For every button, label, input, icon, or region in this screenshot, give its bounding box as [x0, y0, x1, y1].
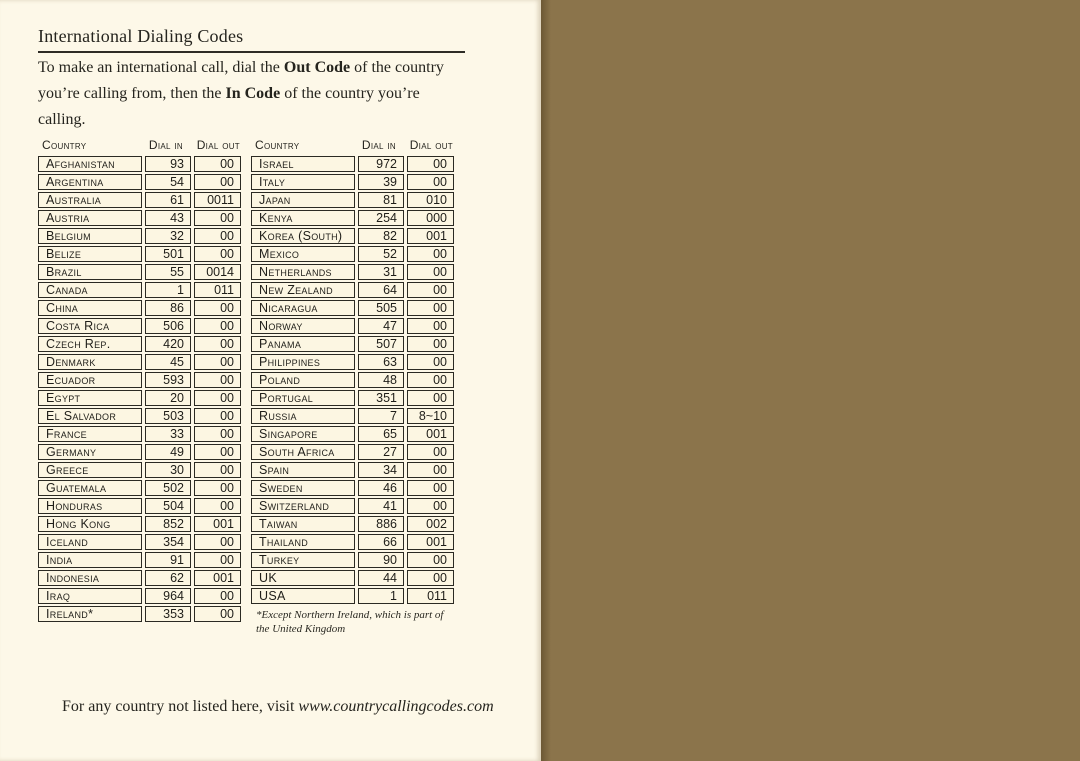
country-cell: Kenya	[251, 210, 355, 226]
table-row	[251, 228, 454, 244]
dial-in-cell: 31	[358, 264, 404, 280]
dial-in-cell: 1	[358, 588, 404, 604]
dial-out-cell: 00	[407, 372, 454, 388]
ireland-footnote: *Except Northern Ireland, which is part of the United Kingdom	[256, 609, 444, 635]
country-cell: Taiwan	[251, 516, 355, 532]
country-cell: Norway	[251, 318, 355, 334]
dial-out-cell: 00	[407, 336, 454, 352]
dial-in-cell: 33	[145, 426, 191, 442]
dial-out-cell: 00	[194, 354, 241, 370]
dial-out-cell: 001	[407, 534, 454, 550]
table-row	[251, 498, 454, 514]
book-cover-panel	[541, 0, 1080, 761]
dial-out-cell: 00	[194, 498, 241, 514]
table-row	[251, 516, 454, 532]
table-row	[251, 552, 454, 568]
dial-in-cell: 1	[145, 282, 191, 298]
country-cell: Hong Kong	[38, 516, 142, 532]
dial-in-cell: 44	[358, 570, 404, 586]
dial-in-cell: 43	[145, 210, 191, 226]
country-cell: New Zealand	[251, 282, 355, 298]
table-row	[38, 192, 241, 208]
table-row	[38, 174, 241, 190]
table-row	[251, 300, 454, 316]
dial-out-cell: 00	[194, 534, 241, 550]
country-cell: Argentina	[38, 174, 142, 190]
table-row	[38, 210, 241, 226]
country-cell: Australia	[38, 192, 142, 208]
dial-in-cell: 501	[145, 246, 191, 262]
table-row	[251, 318, 454, 334]
column-header-dial-in: Dial in	[361, 138, 396, 152]
table-header-left	[38, 138, 241, 154]
table-row	[251, 480, 454, 496]
dial-out-cell: 00	[194, 606, 241, 622]
dial-out-cell: 8~10	[407, 408, 454, 424]
table-row	[251, 174, 454, 190]
dial-in-cell: 7	[358, 408, 404, 424]
dial-in-cell: 503	[145, 408, 191, 424]
country-cell: Brazil	[38, 264, 142, 280]
table-row	[38, 228, 241, 244]
dialing-codes-tables	[38, 136, 457, 637]
table-row	[251, 156, 454, 172]
dial-out-cell: 001	[407, 228, 454, 244]
table-row	[38, 462, 241, 478]
dial-out-cell: 00	[194, 228, 241, 244]
dial-in-cell: 506	[145, 318, 191, 334]
country-cell: France	[38, 426, 142, 442]
table-row	[38, 606, 241, 622]
country-cell: Ecuador	[38, 372, 142, 388]
table-row	[251, 390, 454, 406]
table-row	[251, 588, 454, 604]
dial-out-cell: 00	[194, 336, 241, 352]
dial-in-cell: 47	[358, 318, 404, 334]
dial-in-cell: 81	[358, 192, 404, 208]
dial-out-cell: 00	[407, 264, 454, 280]
country-cell: USA	[251, 588, 355, 604]
dial-in-cell: 52	[358, 246, 404, 262]
dial-in-cell: 964	[145, 588, 191, 604]
dial-in-cell: 46	[358, 480, 404, 496]
dial-out-cell: 00	[407, 570, 454, 586]
dial-out-cell: 00	[194, 210, 241, 226]
table-row	[38, 318, 241, 334]
country-cell: Panama	[251, 336, 355, 352]
dial-in-cell: 852	[145, 516, 191, 532]
dial-out-cell: 00	[194, 156, 241, 172]
country-cell: Ireland*	[38, 606, 142, 622]
table-row	[38, 588, 241, 604]
dial-in-cell: 54	[145, 174, 191, 190]
country-cell: Singapore	[251, 426, 355, 442]
dial-in-cell: 63	[358, 354, 404, 370]
column-header-dial-in: Dial in	[148, 138, 183, 152]
table-row	[38, 156, 241, 172]
dial-in-cell: 593	[145, 372, 191, 388]
table-row	[38, 408, 241, 424]
country-cell: Greece	[38, 462, 142, 478]
table-row	[251, 426, 454, 442]
table-row	[251, 336, 454, 352]
dial-out-cell: 00	[407, 156, 454, 172]
country-cell: Philippines	[251, 354, 355, 370]
table-row	[251, 192, 454, 208]
dial-out-cell: 000	[407, 210, 454, 226]
column-header-dial-out: Dial out	[409, 138, 453, 152]
table-row	[38, 264, 241, 280]
table-row	[251, 354, 454, 370]
table-row	[38, 480, 241, 496]
country-cell: China	[38, 300, 142, 316]
table-row	[251, 534, 454, 550]
intro-bold-out-code: Out Code	[283, 59, 351, 76]
country-cell: UK	[251, 570, 355, 586]
dial-in-cell: 972	[358, 156, 404, 172]
country-cell: Israel	[251, 156, 355, 172]
dial-out-cell: 00	[407, 174, 454, 190]
country-cell: Spain	[251, 462, 355, 478]
table-row	[251, 264, 454, 280]
table-header-right	[251, 138, 454, 154]
table-row	[38, 282, 241, 298]
dial-out-cell: 0014	[194, 264, 241, 280]
country-cell: El Salvador	[38, 408, 142, 424]
dial-in-cell: 32	[145, 228, 191, 244]
dial-out-cell: 00	[407, 354, 454, 370]
dial-in-cell: 420	[145, 336, 191, 352]
dial-in-cell: 82	[358, 228, 404, 244]
country-cell: Honduras	[38, 498, 142, 514]
dial-in-cell: 351	[358, 390, 404, 406]
dial-in-cell: 66	[358, 534, 404, 550]
country-cell: Russia	[251, 408, 355, 424]
dial-out-cell: 00	[407, 390, 454, 406]
table-row	[251, 210, 454, 226]
dial-out-cell: 00	[194, 426, 241, 442]
intro-text-pre: To make an international call, dial the	[38, 59, 284, 76]
right-table-column	[251, 136, 457, 637]
country-cell: Turkey	[251, 552, 355, 568]
dial-in-cell: 48	[358, 372, 404, 388]
dial-out-cell: 00	[407, 480, 454, 496]
country-cell: Korea (South)	[251, 228, 355, 244]
table-row	[38, 552, 241, 568]
country-cell: Canada	[38, 282, 142, 298]
dial-out-cell: 00	[194, 300, 241, 316]
dial-out-cell: 0011	[194, 192, 241, 208]
dial-out-cell: 010	[407, 192, 454, 208]
country-cell: Thailand	[251, 534, 355, 550]
footer-url: www.countrycallingcodes.com	[298, 698, 494, 715]
table-row	[251, 408, 454, 424]
dial-out-cell: 00	[194, 462, 241, 478]
dial-out-cell: 00	[194, 390, 241, 406]
country-cell: Italy	[251, 174, 355, 190]
intro-text-post: of the country you’re calling.	[38, 84, 420, 128]
table-row	[251, 372, 454, 388]
table-row	[38, 534, 241, 550]
footer-text: For any country not listed here, visit	[62, 698, 299, 715]
dial-in-cell: 30	[145, 462, 191, 478]
table-row	[38, 354, 241, 370]
dial-out-cell: 00	[194, 318, 241, 334]
dial-out-cell: 00	[407, 552, 454, 568]
dial-out-cell: 001	[407, 426, 454, 442]
dial-in-cell: 886	[358, 516, 404, 532]
dial-in-cell: 254	[358, 210, 404, 226]
dial-out-cell: 001	[194, 570, 241, 586]
country-cell: Iceland	[38, 534, 142, 550]
page-title: International Dialing Codes	[38, 26, 465, 53]
dial-in-cell: 45	[145, 354, 191, 370]
dial-in-cell: 93	[145, 156, 191, 172]
dial-in-cell: 90	[358, 552, 404, 568]
intro-text-mid: of the country you’re calling from, then the	[38, 59, 444, 102]
dial-in-cell: 507	[358, 336, 404, 352]
intro-paragraph	[38, 55, 466, 133]
country-cell: Egypt	[38, 390, 142, 406]
dial-out-cell: 002	[407, 516, 454, 532]
table-row	[38, 570, 241, 586]
dial-in-cell: 64	[358, 282, 404, 298]
country-cell: Nicaragua	[251, 300, 355, 316]
dial-in-cell: 20	[145, 390, 191, 406]
country-cell: Denmark	[38, 354, 142, 370]
country-cell: Czech Rep.	[38, 336, 142, 352]
country-cell: Guatemala	[38, 480, 142, 496]
country-cell: Belize	[38, 246, 142, 262]
column-header-dial-out: Dial out	[196, 138, 240, 152]
dial-out-cell: 00	[194, 480, 241, 496]
country-cell: Indonesia	[38, 570, 142, 586]
dial-in-cell: 49	[145, 444, 191, 460]
dial-out-cell: 00	[194, 174, 241, 190]
table-row	[38, 336, 241, 352]
table-row	[251, 570, 454, 586]
intro-bold-in-code: In Code	[225, 84, 281, 102]
table-row	[251, 246, 454, 262]
country-cell: Switzerland	[251, 498, 355, 514]
table-row	[38, 300, 241, 316]
dial-out-cell: 00	[407, 498, 454, 514]
dial-in-cell: 502	[145, 480, 191, 496]
dial-out-cell: 011	[194, 282, 241, 298]
table-row	[38, 426, 241, 442]
country-cell: Poland	[251, 372, 355, 388]
dial-in-cell: 55	[145, 264, 191, 280]
dial-in-cell: 505	[358, 300, 404, 316]
country-cell: Iraq	[38, 588, 142, 604]
country-cell: Mexico	[251, 246, 355, 262]
dial-out-cell: 00	[407, 318, 454, 334]
dial-in-cell: 39	[358, 174, 404, 190]
dial-in-cell: 91	[145, 552, 191, 568]
country-cell: Austria	[38, 210, 142, 226]
country-cell: Netherlands	[251, 264, 355, 280]
dial-out-cell: 00	[194, 588, 241, 604]
country-cell: Japan	[251, 192, 355, 208]
column-header-country: Country	[255, 138, 300, 152]
dial-in-cell: 354	[145, 534, 191, 550]
table-row	[38, 246, 241, 262]
table-row	[38, 516, 241, 532]
country-cell: India	[38, 552, 142, 568]
dial-out-cell: 001	[194, 516, 241, 532]
dial-in-cell: 61	[145, 192, 191, 208]
table-row	[38, 444, 241, 460]
dial-out-cell: 00	[194, 552, 241, 568]
dial-in-cell: 65	[358, 426, 404, 442]
dial-out-cell: 00	[407, 246, 454, 262]
dial-in-cell: 353	[145, 606, 191, 622]
dial-in-cell: 62	[145, 570, 191, 586]
dial-in-cell: 504	[145, 498, 191, 514]
table-row	[251, 282, 454, 298]
country-cell: South Africa	[251, 444, 355, 460]
dial-out-cell: 00	[407, 462, 454, 478]
dial-out-cell: 00	[194, 372, 241, 388]
country-cell: Afghanistan	[38, 156, 142, 172]
country-cell: Germany	[38, 444, 142, 460]
dial-out-cell: 00	[194, 408, 241, 424]
page-footer	[62, 698, 494, 716]
dial-out-cell: 00	[407, 444, 454, 460]
dial-in-cell: 41	[358, 498, 404, 514]
dial-out-cell: 00	[194, 444, 241, 460]
table-row	[251, 462, 454, 478]
dial-out-cell: 00	[407, 282, 454, 298]
country-cell: Costa Rica	[38, 318, 142, 334]
dial-in-cell: 86	[145, 300, 191, 316]
dial-out-cell: 00	[407, 300, 454, 316]
table-row	[251, 444, 454, 460]
country-cell: Belgium	[38, 228, 142, 244]
dial-out-cell: 00	[194, 246, 241, 262]
dialing-codes-table-left	[35, 136, 244, 624]
dial-out-cell: 011	[407, 588, 454, 604]
country-cell: Portugal	[251, 390, 355, 406]
table-row	[38, 390, 241, 406]
dialing-codes-table-right	[248, 136, 457, 606]
country-cell: Sweden	[251, 480, 355, 496]
table-row	[38, 372, 241, 388]
dial-in-cell: 27	[358, 444, 404, 460]
dial-in-cell: 34	[358, 462, 404, 478]
column-header-country: Country	[42, 138, 87, 152]
table-row	[38, 498, 241, 514]
